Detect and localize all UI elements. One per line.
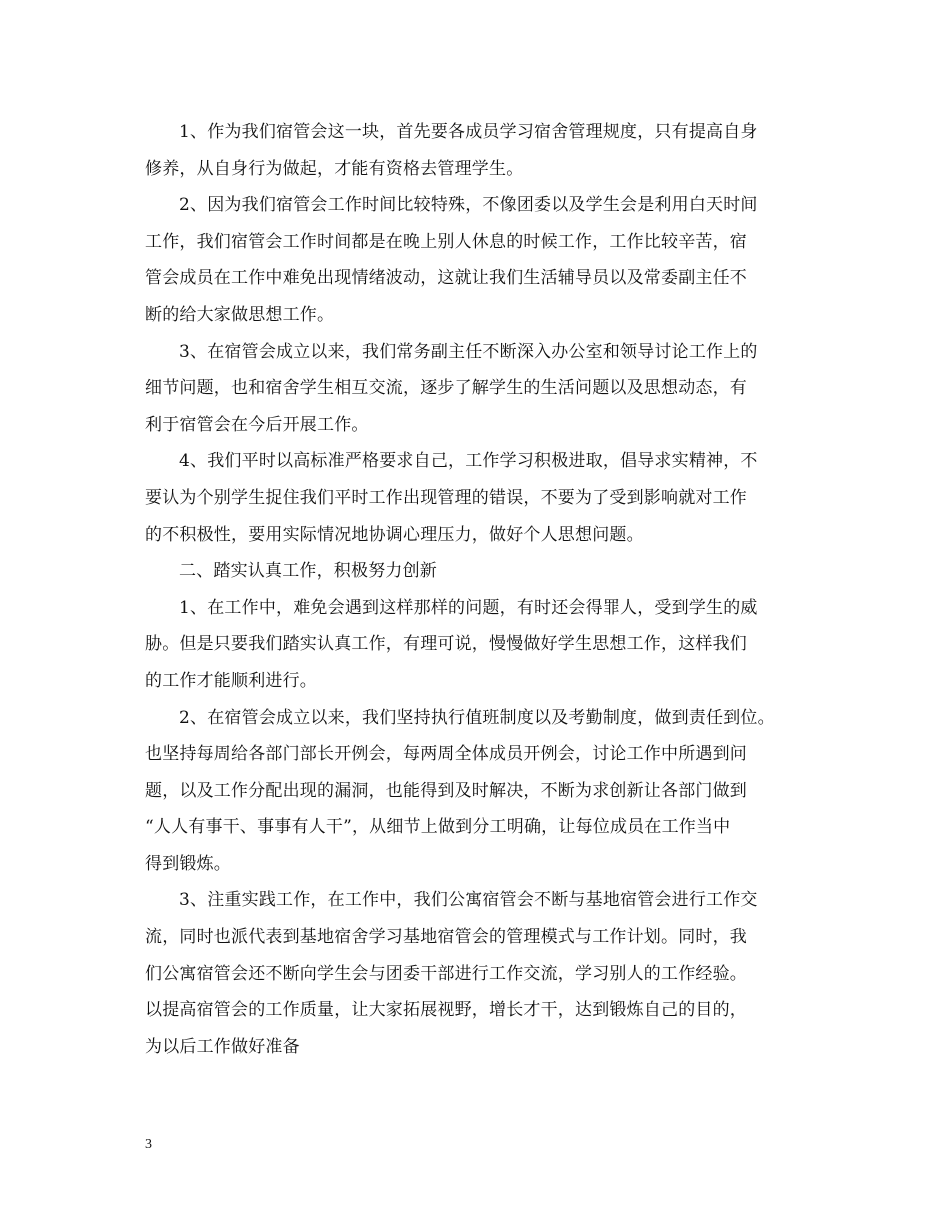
paragraph-line: 4、我们平时以高标准严格要求自己，工作学习积极进取，倡导求实精神，不 bbox=[179, 451, 758, 472]
paragraph-line: 得到锻炼。 bbox=[145, 853, 231, 874]
paragraph-line: 2、在宿管会成立以来，我们坚持执行值班制度以及考勤制度，做到责任到位。 bbox=[179, 707, 775, 728]
paragraph-line: 的不积极性，要用实际情况地协调心理压力，做好个人思想问题。 bbox=[145, 524, 644, 545]
section-heading: 二、踏实认真工作，积极努力创新 bbox=[179, 561, 437, 582]
paragraph-line: 以提高宿管会的工作质量，让大家拓展视野，增长才干，达到锻炼自己的目的， bbox=[145, 1000, 747, 1021]
paragraph-line: 胁。但是只要我们踏实认真工作，有理可说，慢慢做好学生思想工作，这样我们 bbox=[145, 634, 747, 655]
paragraph-line: 题，以及工作分配出现的漏洞，也能得到及时解决，不断为求创新让各部门做到 bbox=[145, 780, 747, 801]
paragraph-line: 修养，从自身行为做起，才能有资格去管理学生。 bbox=[145, 158, 524, 179]
paragraph-line: 1、在工作中，难免会遇到这样那样的问题，有时还会得罪人，受到学生的威 bbox=[179, 597, 758, 618]
paragraph-line: 工作，我们宿管会工作时间都是在晚上别人休息的时候工作，工作比较辛苦，宿 bbox=[145, 231, 747, 252]
paragraph-line: 也坚持每周给各部门部长开例会，每两周全体成员开例会，讨论工作中所遇到问 bbox=[145, 744, 747, 765]
paragraph-line: 3、在宿管会成立以来，我们常务副主任不断深入办公室和领导讨论工作上的 bbox=[179, 341, 758, 362]
paragraph-line: 1、作为我们宿管会这一块，首先要各成员学习宿舍管理规度，只有提高自身 bbox=[179, 122, 758, 142]
paragraph-line: 利于宿管会在今后开展工作。 bbox=[145, 414, 369, 435]
paragraph-line: 2、因为我们宿管会工作时间比较特殊，不像团委以及学生会是利用白天时间 bbox=[179, 195, 758, 216]
paragraph-line: 要认为个别学生捉住我们平时工作出现管理的错误，不要为了受到影响就对工作 bbox=[145, 487, 747, 508]
paragraph-line: 3、注重实践工作，在工作中，我们公寓宿管会不断与基地宿管会进行工作交 bbox=[179, 890, 758, 911]
page-number: 3 bbox=[145, 1137, 152, 1152]
body-text bbox=[145, 114, 835, 1065]
paragraph-line: 为以后工作做好准备 bbox=[145, 1036, 300, 1057]
paragraph-line: 管会成员在工作中难免出现情绪波动，这就让我们生活辅导员以及常委副主任不 bbox=[145, 268, 747, 289]
paragraph-line: 细节问题，也和宿舍学生相互交流，逐步了解学生的生活问题以及思想动态，有 bbox=[145, 378, 747, 399]
paragraph-line: 的工作才能顺利进行。 bbox=[145, 670, 317, 691]
paragraph-line: 们公寓宿管会还不断向学生会与团委干部进行工作交流，学习别人的工作经验。 bbox=[145, 963, 747, 984]
paragraph-line: 断的给大家做思想工作。 bbox=[145, 304, 335, 325]
paragraph-line: 流，同时也派代表到基地宿舍学习基地宿管会的管理模式与工作计划。同时，我 bbox=[145, 927, 747, 948]
paragraph-line: “人人有事干、事事有人干”，从细节上做到分工明确，让每位成员在工作当中 bbox=[145, 817, 731, 838]
